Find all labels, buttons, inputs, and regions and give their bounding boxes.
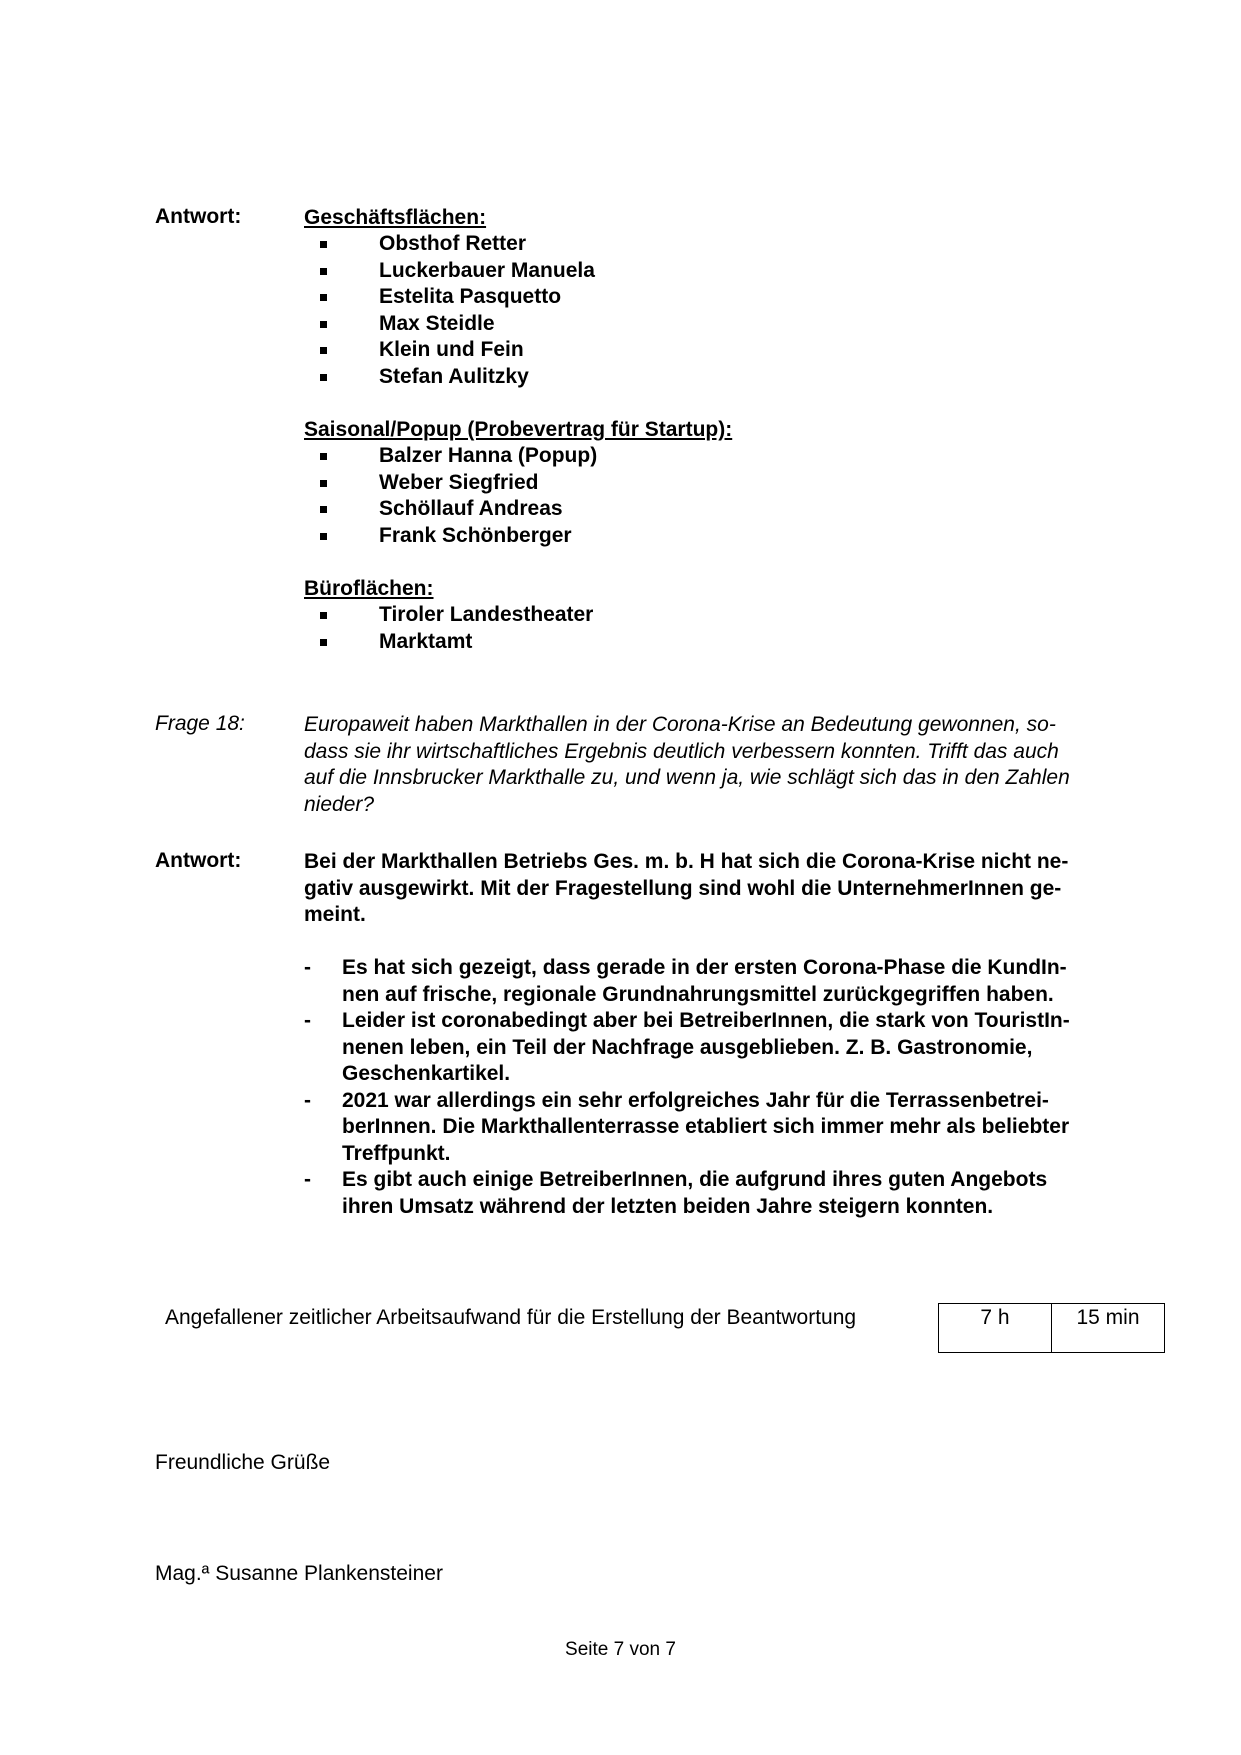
question-text (304, 712, 1154, 818)
question-line: auf die Innsbrucker Markthalle zu, und wenn ja, wie schlägt sich das in den Zahlen (304, 766, 1070, 789)
group-heading: Büroflächen: (304, 577, 434, 600)
office-areas-section (304, 576, 1154, 655)
list-item: Schöllauf Andreas (304, 496, 1154, 523)
list-item: Estelita Pasquetto (304, 284, 1154, 311)
answer-label-1: Antwort: (155, 205, 242, 228)
bullet-item: - Es gibt auch einige BetreiberInnen, die aufgrund ihres guten Angebots ihren Umsatz während der letzten beiden Jahre steigern konnten. (304, 1167, 1154, 1220)
effort-table (938, 1303, 1165, 1353)
page-number: Seite 7 von 7 (565, 1639, 676, 1660)
list-item: Weber Siegfried (304, 470, 1154, 497)
greeting: Freundliche Grüße (155, 1451, 331, 1474)
list-item: Balzer Hanna (Popup) (304, 443, 1154, 470)
seasonal-popup-section (304, 417, 1154, 549)
question-label: Frage 18: (155, 712, 245, 735)
list-item: Stefan Aulitzky (304, 364, 1154, 391)
office-list (304, 602, 1154, 655)
question-line: Europaweit haben Markthallen in der Corona-Krise an Bedeutung gewonnen, so- (304, 713, 1056, 736)
answer-line: meint. (304, 903, 366, 926)
seasonal-list (304, 443, 1154, 549)
answer-text (304, 849, 1154, 929)
effort-label: Angefallener zeitlicher Arbeitsaufwand für die Erstellung der Beantwortung (165, 1306, 857, 1329)
list-item: Max Steidle (304, 311, 1154, 338)
list-item: Klein und Fein (304, 337, 1154, 364)
bullet-item: - 2021 war allerdings ein sehr erfolgreiches Jahr für die Terrassenbetrei- berInnen. Die Markthallenterrasse etabliert sich immer mehr als beliebter Treffpunkt. (304, 1088, 1154, 1168)
answer-line: Bei der Markthallen Betriebs Ges. m. b. H hat sich die Corona-Krise nicht ne- (304, 850, 1069, 873)
group-heading: Geschäftsflächen: (304, 206, 487, 229)
bullet-item: - Es hat sich gezeigt, dass gerade in der ersten Corona-Phase die KundIn- nen auf frische, regionale Grundnahrungsmittel zurückgegriffen haben. (304, 955, 1154, 1008)
effort-minutes: 15 min (1052, 1304, 1165, 1353)
list-item: Marktamt (304, 629, 1154, 656)
question-line: nieder? (304, 792, 375, 816)
answer-line: gativ ausgewirkt. Mit der Fragestellung sind wohl die UnternehmerInnen ge- (304, 876, 1062, 900)
business-areas-list (304, 231, 1154, 390)
effort-hours: 7 h (939, 1304, 1052, 1353)
answer-bullets (304, 955, 1154, 1220)
list-item: Frank Schönberger (304, 523, 1154, 550)
business-areas-section (304, 205, 1154, 390)
signature: Mag.ª Susanne Plankensteiner (155, 1562, 443, 1585)
bullet-item: - Leider ist coronabedingt aber bei BetreiberInnen, die stark von TouristIn- nenen leben, ein Teil der Nachfrage ausgeblieben. Z. B. Gastronomie, Geschenkartikel. (304, 1008, 1154, 1088)
group-heading: Saisonal/Popup (Probevertrag für Startup): (304, 418, 733, 441)
list-item: Luckerbauer Manuela (304, 258, 1154, 285)
question-line: dass sie ihr wirtschaftliches Ergebnis deutlich verbessern konnten. Trifft das auch (304, 739, 1059, 763)
list-item: Tiroler Landestheater (304, 602, 1154, 629)
answer-label-2: Antwort: (155, 849, 242, 872)
list-item: Obsthof Retter (304, 231, 1154, 258)
